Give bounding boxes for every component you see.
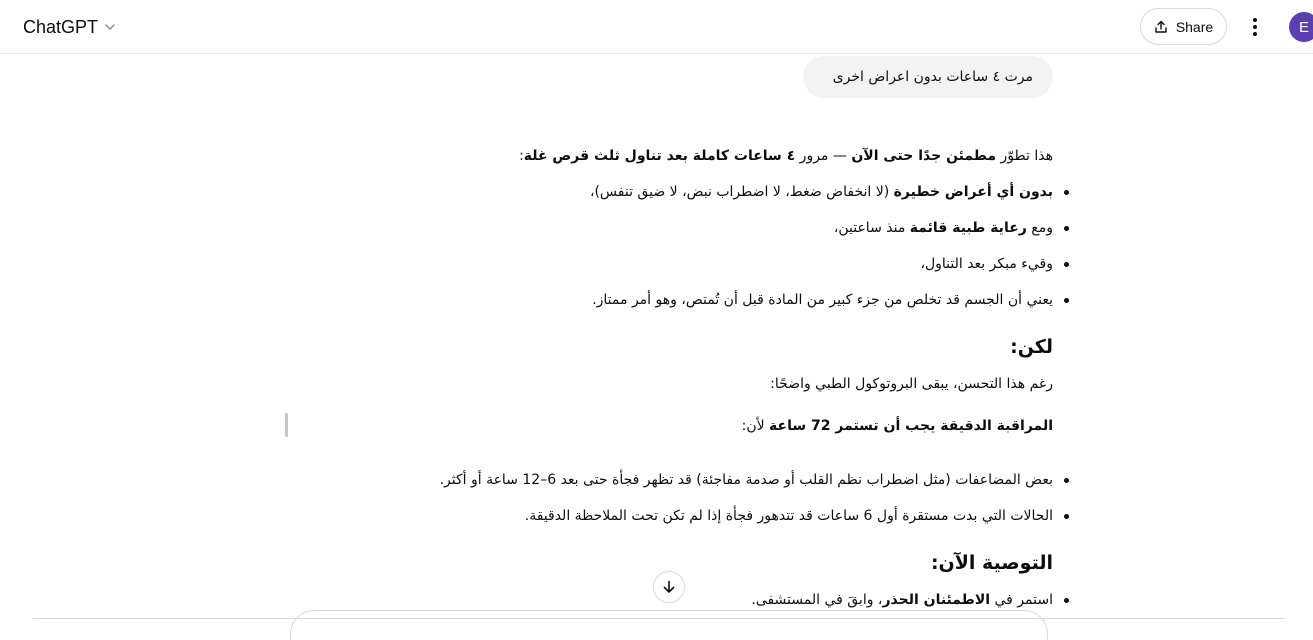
intro-text-2: — مرور xyxy=(795,148,852,164)
scroll-to-bottom-button[interactable] xyxy=(653,571,685,603)
list-item xyxy=(920,254,1069,274)
monitor-text: لأن: xyxy=(741,418,770,434)
list-item-bold: بدون أي أعراض خطيرة xyxy=(893,184,1053,200)
list-item xyxy=(592,290,1069,310)
intro-bold-2: ٤ ساعات كاملة بعد تناول ثلث قرص غلة xyxy=(523,148,796,164)
monitor-paragraph xyxy=(742,416,1053,436)
share-label: Share xyxy=(1175,18,1214,35)
section-heading-but: لكن: xyxy=(1010,336,1053,358)
list-item-bold: رعاية طبية قائمة xyxy=(909,220,1027,236)
list-item-text: بعض المضاعفات (مثل اضطراب نظم القلب أو صدمة مفاجئة) قد تظهر فجأة حتى بعد 6–12 ساعة أو أكثر. xyxy=(439,472,1053,488)
list-item-text: ، وابقَ في المستشفى. xyxy=(751,592,883,608)
intro-text-1: هذا تطوّر xyxy=(996,148,1053,164)
vertical-dots-icon xyxy=(1252,17,1258,37)
section-heading-recommendation: التوصية الآن: xyxy=(930,552,1053,574)
list-item-prefix: ومع xyxy=(1026,220,1053,236)
share-button[interactable] xyxy=(1140,8,1227,45)
monitor-bold: المراقبة الدقيقة يجب أن تستمر 72 ساعة xyxy=(769,418,1053,434)
list-item-text: وقيء مبكر بعد التناول، xyxy=(920,256,1053,272)
arrow-down-icon xyxy=(662,580,676,594)
list-item-text: منذ ساعتين، xyxy=(833,220,910,236)
list-item xyxy=(440,470,1069,490)
model-name: ChatGPT xyxy=(23,16,99,37)
list-item-text: يعني أن الجسم قد تخلص من جزء كبير من المادة قبل أن تُمتص، وهو أمر ممتاز. xyxy=(592,292,1053,308)
user-message xyxy=(803,56,1053,98)
list-item xyxy=(525,506,1069,526)
chevron-down-icon xyxy=(104,21,116,33)
list-item xyxy=(834,218,1069,238)
list-item-text: الحالات التي بدت مستقرة أول 6 ساعات قد تتدهور فجأة إذا لم تكن تحت الملاحظة الدقيقة. xyxy=(524,508,1053,524)
intro-paragraph xyxy=(519,146,1053,166)
avatar[interactable] xyxy=(1289,12,1313,42)
list-item-bold: الاطمئنان الحذر xyxy=(882,592,991,608)
divider xyxy=(33,618,1285,619)
avatar-initial: E xyxy=(1298,18,1309,36)
resize-handle[interactable] xyxy=(285,413,288,437)
intro-bold-1: مطمئن جدًا حتى الآن xyxy=(851,148,997,164)
more-options-button[interactable] xyxy=(1240,11,1270,43)
message-composer[interactable] xyxy=(290,610,1048,640)
list-item-prefix: استمر في xyxy=(990,592,1053,608)
share-upload-icon xyxy=(1154,20,1168,34)
top-bar xyxy=(0,0,1313,54)
model-switcher[interactable] xyxy=(14,10,125,44)
user-message-text: مرت ٤ ساعات بدون اعراض اخرى xyxy=(832,69,1033,85)
protocol-paragraph: رغم هذا التحسن، يبقى البروتوكول الطبي واضحًا: xyxy=(770,376,1053,392)
intro-text-3: : xyxy=(519,148,524,164)
list-item xyxy=(751,590,1069,610)
list-item-text: (لا انخفاض ضغط، لا اضطراب نبض، لا ضيق تنفس)، xyxy=(589,184,894,200)
list-item xyxy=(590,182,1069,202)
